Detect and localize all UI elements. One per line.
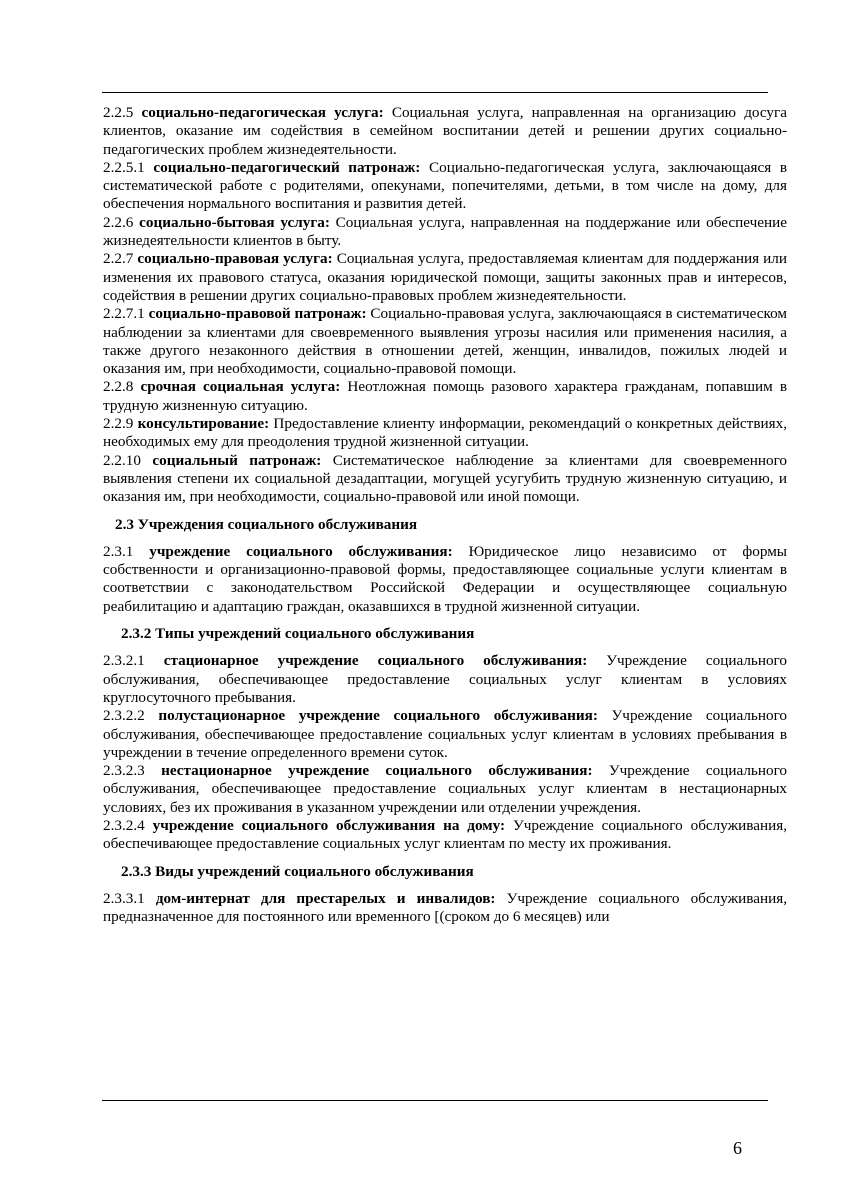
definition-paragraph [103,707,787,762]
clause-number: 2.2.8 [103,378,134,396]
defined-term: стационарное учреждение социального обслуживания: [163,652,588,670]
definition-paragraph [103,817,787,854]
definition-text: Социально-правовая услуга, заключающаяся в систематическом наблюдении за клиентами для своевременного выявления угрозы насилия или применения насилия, а также другого незаконного действия в отношении детей, женщин, инвалидов, пожилых людей и оказания им, при необходимости, социально-правовой помощи. [103,305,788,378]
definition-text: Систематическое наблюдение за клиентами для своевременного выявления степени их социальной дезадаптации, могущей усугубить трудную жизненную ситуацию, и оказания им, при необходимости, социально-правовой или иной помощи. [103,451,788,506]
definition-paragraph [103,890,787,927]
definition-paragraph [103,305,787,378]
definition-text: Учреждение социального обслуживания, обеспечивающее предоставление социальных услуг клиентам в нестационарных условиях, без их проживания в указанном учреждении или отделении учреждения. [103,762,788,816]
definition-text: Социальная услуга, направленная на организацию досуга клиентов, оказание им содействия в семейном воспитании детей и решении других социально-педагогических проблем жизнедеятельности. [103,104,787,158]
defined-term: социальный патронаж: [152,451,322,469]
bottom-rule [102,1100,768,1101]
definition-paragraph [103,250,787,305]
definition-paragraph [103,762,787,817]
document-body [103,104,787,926]
definition-paragraph [103,378,787,415]
definition-paragraph [103,214,787,251]
clause-number: 2.2.10 [103,451,141,469]
defined-term: учреждение социального обслуживания на дому: [152,816,506,834]
page-number: 6 [733,1138,742,1158]
definition-paragraph [103,415,787,452]
definition-text: Учреждение социального обслуживания, обеспечивающее предоставление социальных услуг клиентам в условиях пребывания в учреждении в течение определенного времени суток. [103,707,788,761]
clause-number: 2.2.7 [103,250,134,268]
definition-paragraph [103,159,787,214]
defined-term: социально-правовая услуга: [137,250,333,268]
definition-paragraph [103,104,787,159]
definition-text: Юридическое лицо независимо от формы собственности и организационно-правовой формы, предоставляющее социальные услуги клиентам в соответствии с законодательством Российской Федерации и осуществляющее социальную реабилитацию и адаптацию граждан, оказавшихся в трудной жизненной ситуации. [103,542,788,615]
definition-paragraph [103,452,787,507]
clause-number: 2.2.6 [103,213,134,231]
clause-number: 2.2.5.1 [103,158,145,176]
clause-number: 2.3.1 [103,542,134,560]
definition-text: Социальная услуга, предоставляемая клиентам для поддержания или изменения их правового статуса, оказания юридической помощи, защиты законных прав и интересов, содействия в решении других социально-правовых проблем жизнедеятельности. [103,250,788,304]
defined-term: социально-педагогическая услуга: [141,104,384,121]
definition-text: Социально-педагогическая услуга, заключающаяся в систематической работе с родителями, опекунами, попечителями, детьми, в том числе на дому, для обеспечения нормального воспитания и развития детей. [103,158,788,213]
definition-text: Социальная услуга, направленная на поддержание или обеспечение жизнедеятельности клиентов в быту. [103,213,787,250]
defined-term: социально-бытовая услуга: [139,213,330,231]
defined-term: учреждение социального обслуживания: [149,542,453,560]
definition-text: Предоставление клиенту информации, рекомендаций о конкретных действиях, необходимых ему для преодоления трудной жизненной ситуации. [103,415,787,451]
section-heading: 2.3 Учреждения социального обслуживания [115,515,418,533]
defined-term: консультирование: [137,415,270,433]
clause-number: 2.2.5 [103,104,134,121]
clause-number: 2.2.7.1 [103,305,145,323]
clause-number: 2.3.2.4 [103,816,145,834]
top-rule [102,92,768,93]
clause-number: 2.3.2.2 [103,707,145,725]
definition-text: Учреждение социального обслуживания, обеспечивающее предоставление социальных услуг клиентам в условиях круглосуточного пребывания. [103,652,787,706]
defined-term: социально-педагогический патронаж: [153,158,421,176]
defined-term: дом-интернат для престарелых и инвалидов: [155,889,496,907]
defined-term: полустационарное учреждение социального обслуживания: [158,707,598,725]
defined-term: социально-правовой патронаж: [148,305,367,323]
clause-number: 2.2.9 [103,415,134,433]
definition-paragraph [103,543,787,616]
definition-text: Неотложная помощь разового характера гражданам, попавшим в трудную жизненную ситуацию. [103,378,788,414]
definition-paragraph [103,652,787,707]
defined-term: срочная социальная услуга: [140,378,341,396]
defined-term: нестационарное учреждение социального обслуживания: [161,762,593,780]
section-subheading: 2.3.3 Виды учреждений социального обслуживания [121,862,474,880]
definition-text: Учреждение социального обслуживания, обеспечивающее предоставление социальных услуг клиентам по месту их проживания. [103,816,788,853]
clause-number: 2.3.2.1 [103,652,145,670]
clause-number: 2.3.2.3 [103,762,145,780]
section-subheading: 2.3.2 Типы учреждений социального обслуживания [121,625,475,643]
definition-text: Учреждение социального обслуживания, предназначенное для постоянного или временного [(сроком до 6 месяцев) или [103,889,787,926]
clause-number: 2.3.3.1 [103,889,145,907]
